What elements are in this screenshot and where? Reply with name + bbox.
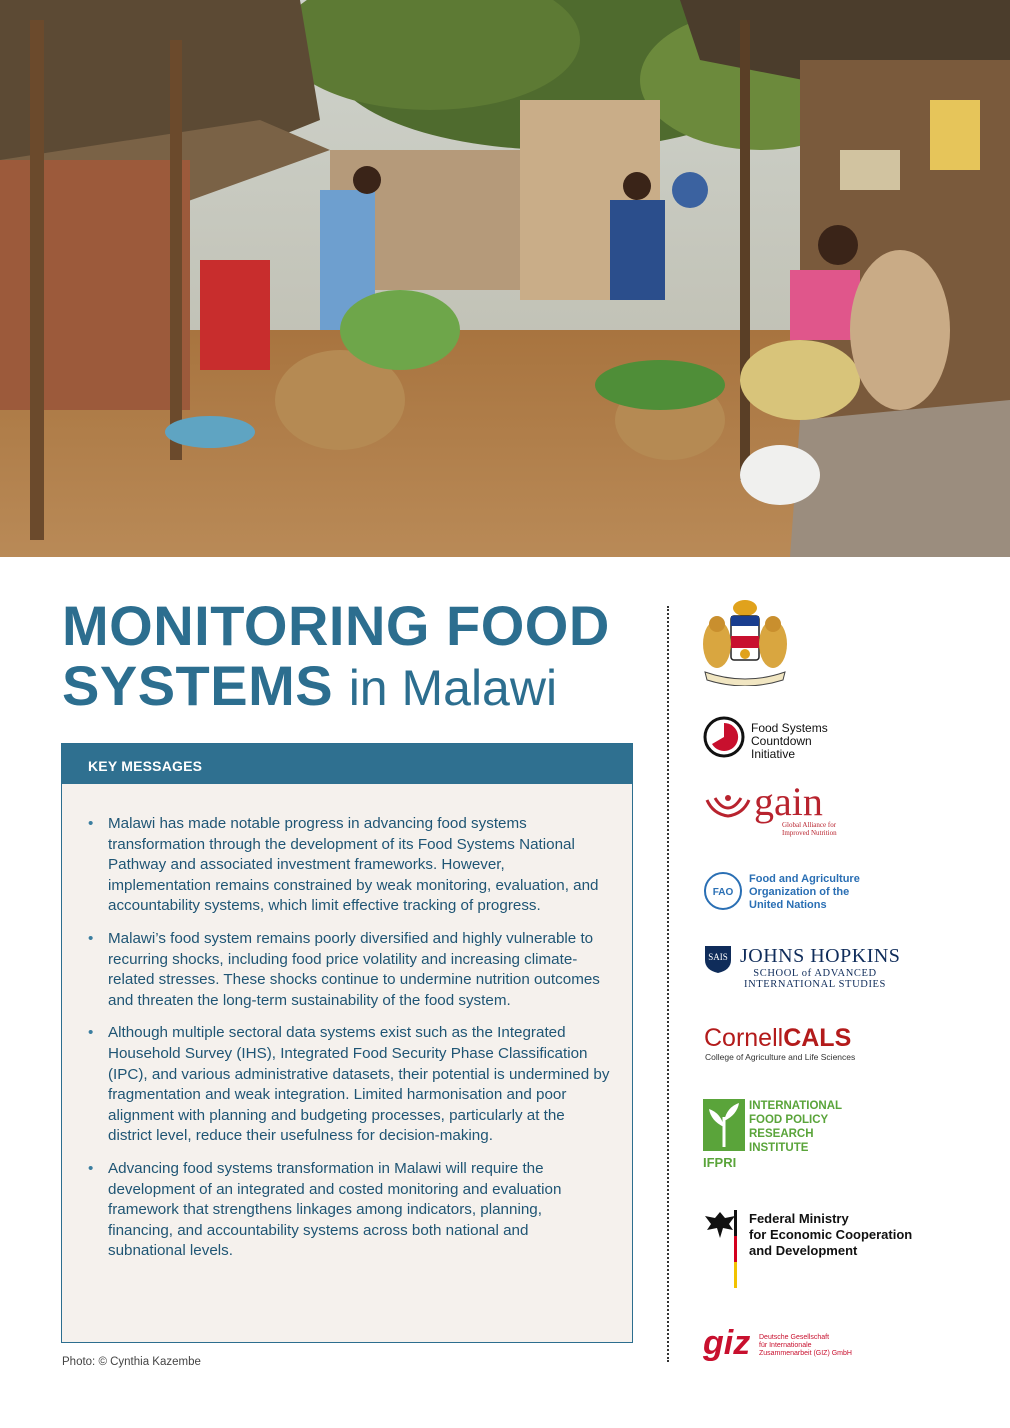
bullet-icon: • xyxy=(88,1159,94,1177)
key-message-text: Although multiple sectoral data systems exist such as the Integrated Household Survey (IHS), Integrated Food Security Phase Classification (IPC), and various administrative datasets, their potential is undermined by fragmentation and weak integration. Limited harmonisation and poor alignment with planning and budgeting processes, particularly at the district level, reduce their usefulness for decision-making. xyxy=(108,1024,610,1145)
key-message-item xyxy=(88,814,610,917)
ifpri-text: INTERNATIONAL FOOD POLICY RESEARCH INSTITUTE xyxy=(749,1100,843,1154)
dotted-divider xyxy=(667,606,669,1362)
photo-credit: Photo: © Cynthia Kazembe xyxy=(62,1356,201,1368)
key-message-text: Advancing food systems transformation in Malawi will require the development of an integrated and costed monitoring and evaluation framework that strengthens linkages among indicators, planning, financing, and accountability systems across both national and subnational levels. xyxy=(108,1159,562,1260)
jhu-shield-icon xyxy=(703,944,733,974)
jhu-sub-text: SCHOOL of ADVANCED INTERNATIONAL STUDIES xyxy=(744,968,886,990)
key-messages-header: KEY MESSAGES xyxy=(62,744,632,784)
fsci-logo xyxy=(702,715,746,759)
title-light: in Malawi xyxy=(348,660,558,716)
bullet-icon: • xyxy=(88,929,94,947)
bmz-text: Federal Ministry for Economic Cooperation and Development xyxy=(749,1211,913,1258)
fao-text: Food and Agriculture Organization of the United Nations xyxy=(749,873,860,911)
giz-wordmark: giz xyxy=(703,1324,751,1362)
ifpri-acronym: IFPRI xyxy=(703,1155,737,1170)
key-message-item xyxy=(88,1159,610,1262)
key-message-item xyxy=(88,929,610,1011)
cals-text: CALS xyxy=(783,1024,852,1052)
jhu-main-text: JOHNS HOPKINS xyxy=(740,945,901,967)
fsci-text: Food Systems Countdown Initiative xyxy=(751,721,828,761)
gain-subtitle: Global Alliance for Improved Nutrition xyxy=(782,821,837,837)
cornell-subtitle: College of Agriculture and Life Sciences xyxy=(705,1052,856,1062)
page-title xyxy=(62,596,652,718)
giz-subtitle: Deutsche Gesellschaft für Internationale Zusammenarbeit (GIZ) GmbH xyxy=(759,1334,852,1357)
key-messages-list xyxy=(62,784,632,1262)
key-message-text: Malawi’s food system remains poorly diversified and highly vulnerable to recurring shocks, including food price volatility and increasing climate-related stresses. These shocks continue to undermine nutrition outcomes and threaten the long-term sustainability of the food system. xyxy=(108,929,600,1009)
key-message-text: Malawi has made notable progress in advancing food systems transformation through the development of its Food Systems National Pathway and associated investment frameworks. However, implementation remains constrained by weak monitoring, evaluation, and accountability systems, which limit effective tracking of progress. xyxy=(108,815,599,915)
cornell-wordmark xyxy=(704,1024,851,1053)
bmz-eagle-icon xyxy=(703,1208,737,1290)
bullet-icon: • xyxy=(88,815,94,832)
hero-photo xyxy=(0,0,1010,557)
malawi-coat-of-arms-logo xyxy=(699,596,791,686)
fao-emblem-icon xyxy=(703,871,743,911)
bullet-icon: • xyxy=(88,1024,94,1042)
ifpri-mark-icon xyxy=(703,1099,745,1151)
gain-mark-icon xyxy=(703,792,753,822)
key-message-item xyxy=(88,1023,610,1147)
key-messages-box xyxy=(61,743,633,1343)
fao-mark: FAO xyxy=(712,887,734,898)
jhu-mark: SAIS xyxy=(708,952,728,962)
cornell-text: Cornell xyxy=(704,1024,784,1052)
gain-wordmark: gain xyxy=(754,779,823,824)
title-bold: MONITORING FOOD SYSTEMS xyxy=(62,594,610,717)
